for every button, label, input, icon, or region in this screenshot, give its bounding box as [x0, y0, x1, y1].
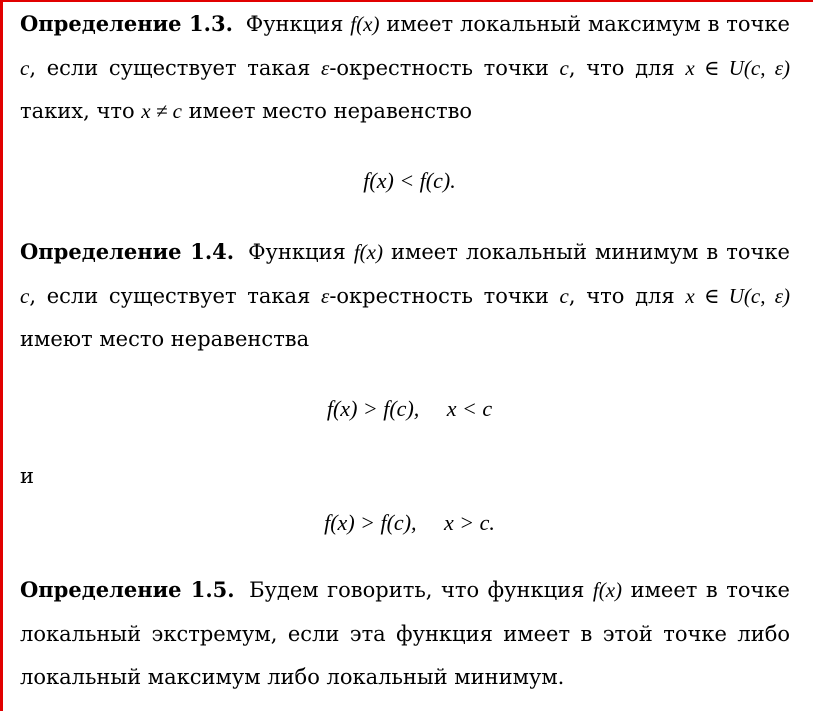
- text: Функция: [248, 240, 354, 264]
- math-expression: ε: [321, 283, 330, 308]
- math-expression: c: [20, 283, 30, 308]
- text: имеет локальный минимум в точке: [382, 240, 790, 264]
- math-expression: x ≠ c: [141, 99, 182, 123]
- math-expression: f(x): [592, 578, 623, 602]
- math-expression: f(x): [353, 240, 383, 264]
- text: имеют место неравенства: [20, 327, 310, 351]
- conjunction-text: и: [20, 464, 34, 488]
- text: , что для: [568, 283, 686, 308]
- text: , что для: [568, 55, 686, 80]
- text: Будем говорить, что функция: [249, 578, 593, 602]
- math-expression: c: [559, 283, 569, 308]
- definition-1-5: [20, 568, 790, 700]
- math-expression: c: [20, 55, 30, 80]
- definition-heading: Определение 1.4.: [20, 239, 235, 264]
- text: , если существует такая: [29, 283, 322, 308]
- math-expression: c: [559, 55, 569, 80]
- text: имеет локальный максимум в точке: [379, 12, 790, 36]
- text: имеет в точке локальный экстремум, если эта функция имеет в этой точке либо локальный максимум либо локальный минимум.: [20, 578, 790, 689]
- text: -окрестность точки: [329, 55, 560, 80]
- math-expression: x ∈ U(c, ε): [685, 55, 790, 80]
- display-formula: f(x) > f(c), x > c.: [324, 510, 495, 535]
- text: таких, что: [20, 99, 142, 123]
- math-expression: f(x): [350, 12, 380, 36]
- text: , если существует такая: [29, 55, 322, 80]
- text: -окрестность точки: [329, 283, 560, 308]
- text: имеет место неравенство: [181, 99, 473, 123]
- definition-heading: Определение 1.3.: [20, 11, 233, 36]
- text: Функция: [245, 12, 351, 36]
- definition-1-3: [20, 2, 790, 134]
- display-formula: f(x) < f(c).: [363, 168, 456, 193]
- definition-1-4: [20, 230, 790, 362]
- math-expression: ε: [321, 55, 330, 80]
- definition-heading: Определение 1.5.: [20, 577, 235, 602]
- display-formula: f(x) > f(c), x < c: [326, 396, 493, 421]
- math-expression: x ∈ U(c, ε): [685, 283, 790, 308]
